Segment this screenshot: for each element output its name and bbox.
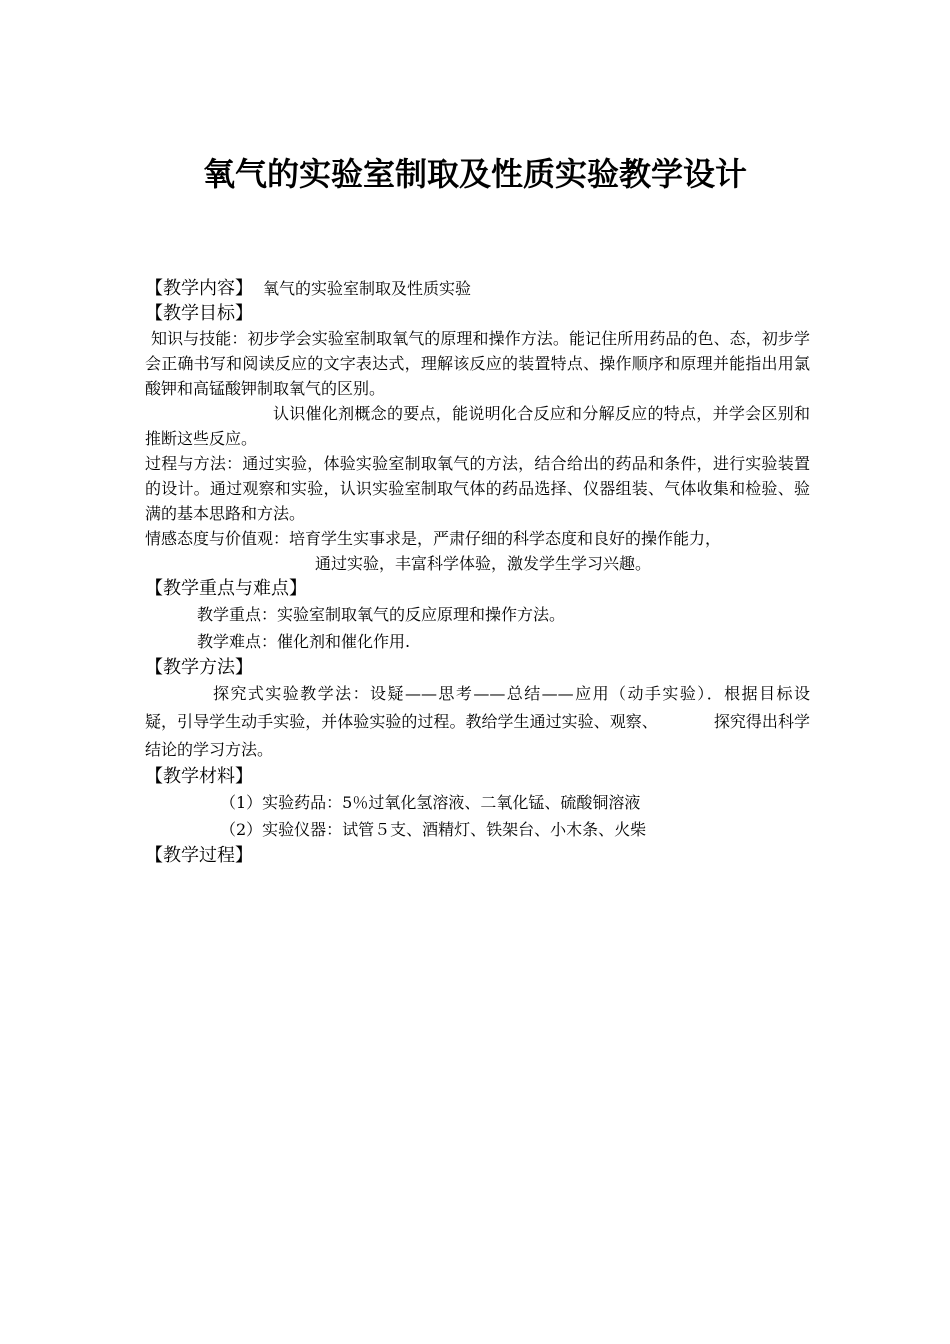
objective-catalyst-paragraph: 认识催化剂概念的要点，能说明化合反应和分解反应的特点，并学会区别和推断这些反应。 [145,404,810,448]
heading-label: 【教学内容】 [145,278,253,299]
section-objectives-heading: 【教学目标】 [145,303,253,324]
document-title: 氧气的实验室制取及性质实验教学设计 [202,155,747,193]
section-keypoints-heading: 【教学重点与难点】 [145,578,307,599]
materials-item-reagents: （1）实验药品：5％过氧化氢溶液、二氧化锰、硫酸铜溶液 [220,793,641,812]
difficulty-text: 教学难点：催化剂和催化作用. [197,632,411,651]
section-methods-heading: 【教学方法】 [145,657,253,678]
section-materials-heading: 【教学材料】 [145,766,253,787]
section-content-heading [145,276,810,301]
key-point-text: 教学重点：实验室制取氧气的反应原理和操作方法。 [197,605,566,624]
objective-knowledge-paragraph: 知识与技能：初步学会实验室制取氧气的原理和操作方法。能记住所用药品的色、态，初步学会正确书写和阅读反应的文字表达式，理解该反应的装置特点、操作顺序和原理并能指出用氯酸钾和高锰酸钾制取氧气的区别。 [145,329,810,398]
objective-attitude-paragraph: 情感态度与价值观：培育学生实事求是，严肃仔细的科学态度和良好的操作能力， [145,529,722,548]
section-process-heading: 【教学过程】 [145,845,253,866]
method-paragraph: 探究式实验教学法：设疑——思考——总结——应用（动手实验）．根据目标设 疑，引导学生动手实验，并体验实验的过程。教给学生通过实验、观察、 探究得出科学结论的学习方法。 [145,684,875,759]
materials-item-instruments: （2）实验仪器：试管５支、酒精灯、铁架台、小木条、火柴 [220,820,647,839]
objective-process-paragraph: 过程与方法：通过实验，体验实验室制取氧气的方法，结合给出的药品和条件，进行实验装置的设计。通过观察和实验，认识实验室制取气体的药品选择、仪器组装、气体收集和检验、验满的基本思路和方法。 [145,454,810,523]
document-body [145,276,875,868]
objective-attitude-continued: 通过实验，丰富科学体验，激发学生学习兴趣。 [315,554,652,573]
teaching-content-text: 氧气的实验室制取及性质实验 [263,279,472,298]
